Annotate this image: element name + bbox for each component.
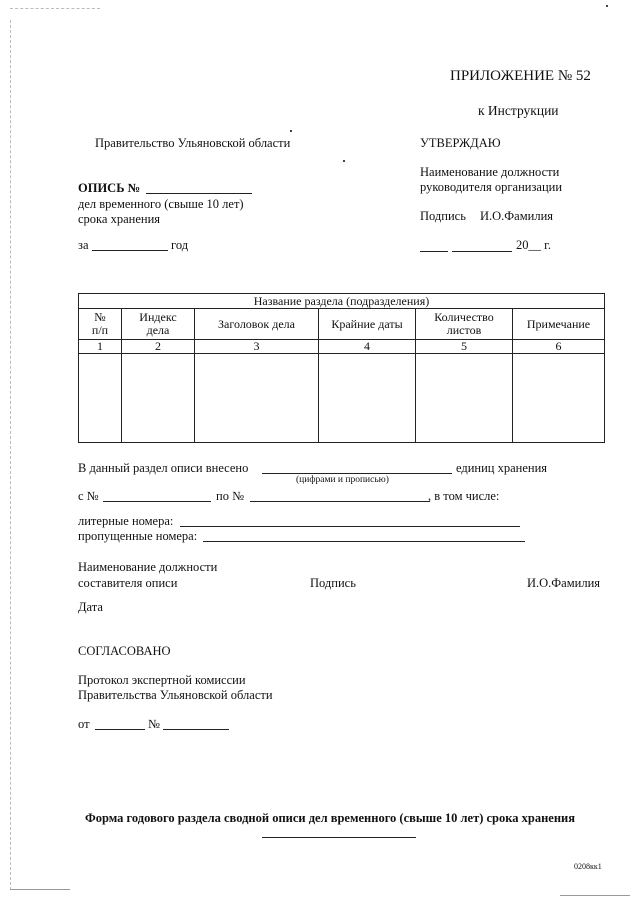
header-dates: Крайние даты (319, 309, 416, 340)
approve-heading: УТВЕРЖДАЮ (420, 136, 501, 150)
column-number: 6 (513, 340, 605, 354)
year-suffix: год (171, 238, 189, 252)
approver-position-2: руководителя организации (420, 180, 563, 194)
protocol-date-label: от (78, 717, 90, 731)
table-header-row (79, 309, 605, 340)
protocol-line-2: Правительства Ульяновской области (78, 688, 273, 702)
approver-name: И.О.Фамилия (480, 209, 554, 223)
column-number: 4 (319, 340, 416, 354)
form-code: 0208кк1 (574, 862, 602, 871)
missing-numbers-line (203, 541, 525, 542)
missing-numbers-label: пропущенные номера: (78, 529, 198, 543)
to-number-line (250, 501, 430, 502)
header-sheet-count: Количество листов (416, 309, 513, 340)
compiler-signature: Подпись (310, 576, 356, 590)
inventory-description-1: дел временного (свыше 10 лет) (78, 197, 244, 211)
instruction-reference: к Инструкции (478, 103, 559, 118)
inventory-number-line (146, 193, 252, 194)
including-label: , в том числе: (428, 489, 500, 503)
inventory-description-2: срока хранения (78, 212, 161, 226)
table-empty-row (79, 354, 605, 443)
empty-cell (416, 354, 513, 443)
empty-cell (122, 354, 195, 443)
column-number: 1 (79, 340, 122, 354)
form-title-underline (262, 837, 416, 838)
form-title: Форма годового раздела сводной описи дел временного (свыше 10 лет) срока хранения (85, 811, 576, 825)
compiler-position-2: составителя описи (78, 576, 178, 590)
approve-month-line (452, 251, 512, 252)
table-number-row (79, 340, 605, 354)
section-title-cell: Название раздела (подразделения) (79, 294, 605, 309)
organization-name: Правительство Ульяновской области (95, 136, 291, 150)
scan-dot (606, 5, 608, 7)
compiler-name: И.О.Фамилия (527, 576, 601, 590)
column-number: 3 (195, 340, 319, 354)
header-case-title: Заголовок дела (195, 309, 319, 340)
summary-suffix: единиц хранения (456, 461, 548, 475)
approve-day-line (420, 251, 448, 252)
protocol-number-line (163, 729, 229, 730)
header-note: Примечание (513, 309, 605, 340)
letter-numbers-line (180, 526, 520, 527)
approve-date-year: 20__ г. (516, 238, 551, 252)
protocol-number-label: № (148, 717, 160, 731)
approver-position-1: Наименование должности (420, 165, 560, 179)
scan-dot (343, 160, 345, 162)
agreed-heading: СОГЛАСОВАНО (78, 644, 171, 658)
header-index: Индекс дела (122, 309, 195, 340)
from-number-line (103, 501, 211, 502)
empty-cell (195, 354, 319, 443)
table-title-row (79, 294, 605, 309)
scan-bottom-mark (560, 895, 630, 896)
empty-cell (513, 354, 605, 443)
column-number: 2 (122, 340, 195, 354)
units-caption: (цифрами и прописью) (296, 475, 389, 485)
year-prefix: за (78, 238, 89, 252)
inventory-label: ОПИСЬ № (78, 181, 141, 195)
to-number-label: по № (216, 489, 244, 503)
compiler-position-1: Наименование должности (78, 560, 218, 574)
scan-bottom-mark (10, 889, 70, 890)
scan-left-edge (10, 20, 11, 890)
empty-cell (79, 354, 122, 443)
approver-signature: Подпись (420, 209, 466, 223)
column-number: 5 (416, 340, 513, 354)
units-count-line (262, 473, 452, 474)
scan-dot (290, 130, 292, 132)
compiler-date: Дата (78, 600, 103, 614)
protocol-date-line (95, 729, 145, 730)
appendix-title: ПРИЛОЖЕНИЕ № 52 (450, 68, 591, 84)
inventory-table (78, 293, 605, 443)
protocol-line-1: Протокол экспертной комиссии (78, 673, 246, 687)
scan-top-edge (10, 8, 100, 9)
empty-cell (319, 354, 416, 443)
from-number-label: с № (78, 489, 99, 503)
year-line (92, 250, 168, 251)
letter-numbers-label: литерные номера: (78, 514, 174, 528)
header-number: № п/п (79, 309, 122, 340)
summary-prefix: В данный раздел описи внесено (78, 461, 249, 475)
